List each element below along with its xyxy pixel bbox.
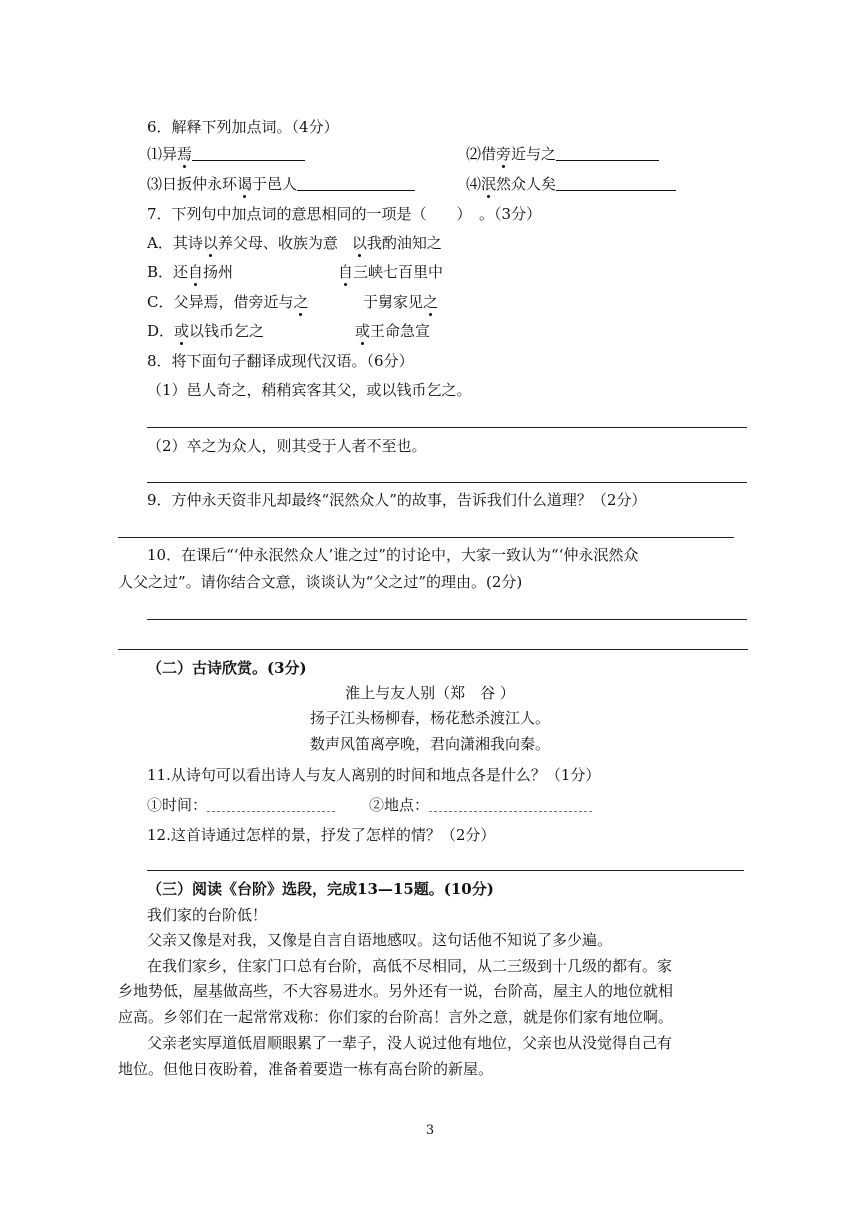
q7-option-c: C．父异焉，借旁近与之 <box>147 293 309 311</box>
passage-p3-l1: 在我们家乡，住家门口总有台阶，高低不尽相同，从二三级到十几级的都有。家 <box>147 957 673 975</box>
q7-option-a: A．其诗以养父母、收族为意 以我酌油知之 <box>147 234 442 252</box>
place-blank[interactable] <box>429 797 592 812</box>
q10-line-1: 10．在课后“‘仲永泯然众人’谁之过”的讨论中，大家一致认为“‘仲永泯然众 <box>147 546 639 564</box>
q8-sentence-1: （1）邑人奇之，稍稍宾客其父，或以钱币乞之。 <box>147 381 472 399</box>
answer-blank[interactable] <box>556 174 676 191</box>
answer-blank[interactable] <box>297 174 415 191</box>
page-number: 3 <box>425 1123 435 1138</box>
passage-p3-l2: 乡地势低，屋基做高些，不大容易进水。另外还有一说，台阶高，屋主人的地位就相 <box>118 982 674 1000</box>
q7-option-b: B．还自扬州 <box>147 263 234 281</box>
q8-title: 8．将下面句子翻译成现代汉语。（6分） <box>147 352 414 370</box>
passage-p4-l2: 地位。但他日夜盼着，准备着要造一栋有高台阶的新屋。 <box>118 1060 494 1078</box>
answer-line[interactable] <box>147 427 747 428</box>
passage-p3-l3: 应高。乡邻们在一起常常戏称：你们家的台阶高！言外之意，就是你们家有地位啊。 <box>118 1008 674 1026</box>
q6-item-2: ⑵借旁近与之 <box>466 144 659 164</box>
q11-question: 11.从诗句可以看出诗人与友人离别的时间和地点各是什么？（1分） <box>147 766 601 784</box>
q9-question: 9．方仲永天资非凡却最终“泯然众人”的故事，告诉我们什么道理？（2分） <box>147 491 647 509</box>
q10-line-2: 人父之过”。请你结合文意，谈谈认为“父之过”的理由。(2分) <box>118 573 523 591</box>
passage-p1: 我们家的台阶低！ <box>147 906 268 924</box>
q12-question: 12.这首诗通过怎样的景，抒发了怎样的情？（2分） <box>147 826 496 844</box>
q6-item-1: ⑴异焉 <box>147 144 305 164</box>
q7-option-d2: 或王命急宣 <box>355 322 431 340</box>
q6-item-4: ⑷泯然众人矣 <box>466 174 676 194</box>
section-2-heading: （二）古诗欣赏。(3分) <box>147 659 307 677</box>
answer-line[interactable] <box>118 537 734 538</box>
time-blank[interactable] <box>207 797 335 812</box>
answer-line[interactable] <box>147 482 747 483</box>
passage-p4-l1: 父亲老实厚道低眉顺眼累了一辈子，没人说过他有地位，父亲也从没觉得自己有 <box>147 1034 673 1052</box>
answer-blank[interactable] <box>556 144 659 161</box>
q8-sentence-2: （2）卒之为众人，则其受于人者不至也。 <box>147 437 427 455</box>
q6-item-3: ⑶日扳仲永环谒于邑人 <box>147 174 415 194</box>
q6-title: 6．解释下列加点词。（4分） <box>147 118 339 136</box>
q7-option-b2: 自三峡七百里中 <box>338 263 444 281</box>
answer-line[interactable] <box>147 870 744 871</box>
q7-option-c2: 于舅家见之 <box>363 293 439 311</box>
answer-line[interactable] <box>147 619 747 620</box>
answer-line[interactable] <box>118 649 748 650</box>
q7-option-d: D．或以钱币乞之 <box>147 322 265 340</box>
poem-title: 淮上与友人别（郑 谷 ） <box>345 684 515 702</box>
poem-line-2: 数声风笛离亭晚，君向潇湘我向秦。 <box>309 735 550 753</box>
passage-p2: 父亲又像是对我，又像是自言自语地感叹。这句话他不知说了多少遍。 <box>147 931 613 949</box>
answer-blank[interactable] <box>192 144 305 161</box>
q7-title: 7．下列句中加点词的意思相同的一项是（ ） 。（3分） <box>147 205 542 223</box>
poem-line-1: 扬子江头杨柳春，杨花愁杀渡江人。 <box>309 709 550 727</box>
section-3-heading: （三）阅读《台阶》选段，完成13—15题。(10分) <box>147 880 494 898</box>
q11-answer-row: ①时间： ②地点： <box>147 795 592 815</box>
